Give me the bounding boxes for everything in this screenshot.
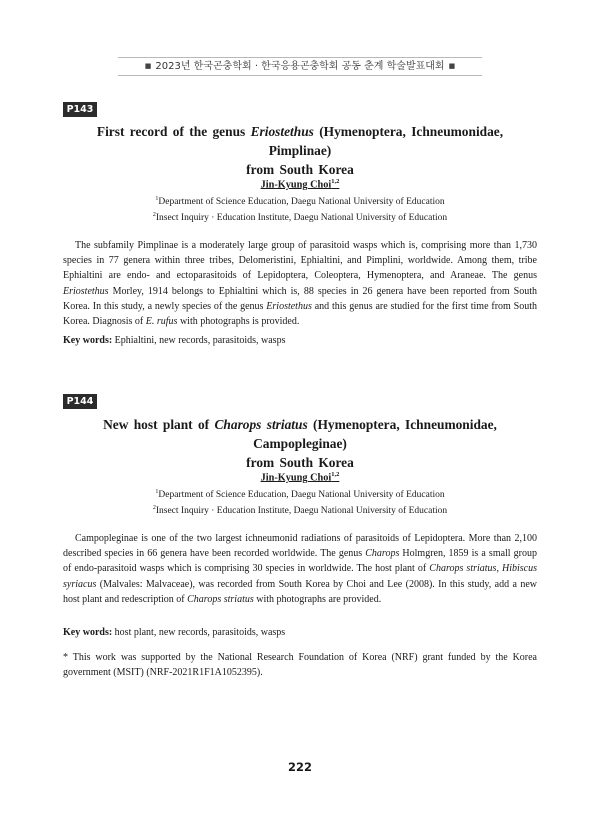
keywords-label: Key words: [63,335,113,346]
keywords-list: Ephialtini, new records, parasitoids, wasps [112,335,286,346]
funding-note: * This work was supported by the National Research Foundation of Korea (NRF) grant funded by the Korea government (MSIT) (NRF-2021R1F1A1052395). [63,652,537,679]
header-marker-left: ■ [144,62,152,70]
affiliation-line: $^2$Insect Inquiry · Education Institute, Daegu National University of Education [152,505,448,517]
title-text: from South Korea [246,162,354,177]
affiliation-line: $^2$Insect Inquiry · Education Institute, Daegu National University of Education [152,212,448,224]
abstract-body: The subfamily Pimplinae is a moderately large group of parasitoid wasps which is, comprising more than 1,730 species in 77 genera within three tribes, Delomeristini, Ephialtini, and Pimplini, worldwide. Among them, tribe Ephialtini are endo- and ectoparasitoids of Lepidoptera, Coleoptera, Hymenoptera, and Araneae. The genus Eriostethus Morley, 1914 belongs to Ephialtini which is, 88 species in 26 genera have been reported from South Korea. In this study, a newly species of the genus Eriostethus and this genus are studied for the first time from South Korea. Diagnosis of E. rufus with photographs is provided. [63,240,537,328]
page-number: 222 [287,760,312,774]
author-name: Jin-Kyung Choi$^{1,2}$ [260,178,340,191]
abstract-code-badge: P144 [63,394,97,409]
title-species: Charops striatus [214,417,308,432]
title-text: (Hymenoptera, Ichneumonidae, Campopleginae) [253,417,497,451]
keywords-label: Key words: [63,627,113,638]
abstract-title [63,122,537,179]
header-marker-right: ■ [448,62,456,70]
affiliations [63,486,537,518]
affiliation-line: $^1$Department of Science Education, Daegu National University of Education [155,489,445,501]
title-text: (Hymenoptera, Ichneumonidae, Pimplinae) [268,124,504,158]
title-text: from South Korea [246,455,354,470]
keywords [63,335,537,346]
title-text: New host plant of [103,417,215,432]
author-name: Jin-Kyung Choi$^{1,2}$ [260,471,340,484]
title-text: First record of the genus [96,124,251,139]
abstract-body: Campopleginae is one of the two largest ichneumonid radiations of parasitoids of Lepidoptera. More than 2,100 described species in 66 genera have been recorded worldwide. The genus Charops Holmgren, 1859 is a small group of endo-parasitoid wasps which is comprising 30 species in worldwide. The host plant of Charops striatus, Hibiscus syriacus (Malvales: Malvaceae), was recorded from South Korea by Choi and Lee (2008). In this study, add a new host plant and redescription of Charops striatus with photographs are provided. [63,533,538,605]
keywords [63,627,537,638]
running-header [118,57,482,76]
abstract-code-badge: P143 [63,102,97,117]
affiliations [63,193,537,225]
title-genus: Eriostethus [250,124,314,139]
abstract-title [63,415,537,472]
header-text: 2023년 한국곤충학회 · 한국응용곤충학회 공동 춘계 학술발표대회 [155,61,445,72]
affiliation-line: $^1$Department of Science Education, Daegu National University of Education [155,196,445,208]
keywords-list: host plant, new records, parasitoids, wasps [112,627,286,638]
